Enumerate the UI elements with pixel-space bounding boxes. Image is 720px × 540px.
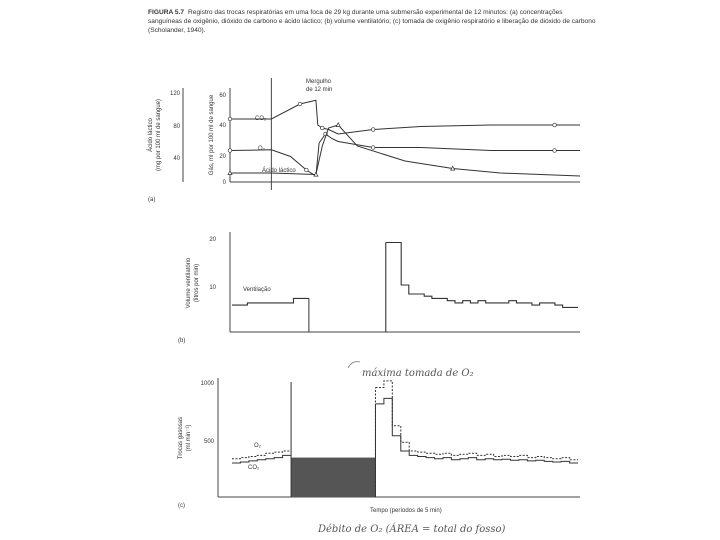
exchange-axis-title: [178, 417, 192, 459]
figure-label: FIGURA 5.7: [148, 9, 185, 16]
caption-text: Registro das trocas respiratórias em uma foca de 29 kg durante uma submersão experimental de 12 minutos: (a) concentrações sanguíneas de oxigênio, dióxido de carbono e ácido láctico; (b) volume ventilatório; (c) tomada de oxigênio respiratório e liberação de dióxido de carbono (Scholander, 1940).: [148, 9, 596, 34]
annotation-max-uptake: máxima tomada de O₂: [362, 368, 474, 379]
panel-a-label: (a): [148, 197, 156, 203]
ventilation-title-line1: Volume ventilatório: [186, 257, 192, 309]
data-point: [553, 149, 557, 153]
time-axis-title: Tempo (períodos de 5 min): [370, 508, 442, 514]
data-point: [336, 123, 340, 127]
panel-c: [178, 378, 580, 514]
exchange-tick: 1000: [200, 381, 214, 387]
oxygen-debt-block: [291, 458, 375, 497]
exchange-line-1: [232, 398, 578, 463]
exchange-title-line2: (ml min⁻¹): [186, 424, 192, 452]
data-point: [298, 102, 302, 106]
gas-tick: 20: [219, 154, 226, 160]
series-line-0: [230, 100, 580, 134]
series-label-lactic: Ácido láctico: [262, 168, 296, 174]
series-label-co2-release: CO₂: [248, 465, 260, 471]
gas-axis-title: [209, 94, 215, 175]
lactic-title-line2: (mg por 100 ml de sangue): [156, 98, 162, 172]
lactic-axis-title: [147, 99, 162, 171]
dive-label-line2: de 12 min: [306, 87, 333, 93]
lactic-tick: 40: [173, 156, 180, 162]
series-label-o2-uptake: O₂: [254, 443, 261, 449]
ventilation-line: [232, 243, 578, 308]
series-label-ventilation: Ventilação: [243, 287, 271, 293]
lactic-tick: 80: [173, 124, 180, 130]
panel-b: [178, 232, 580, 344]
ventilation-tick: 10: [209, 285, 216, 291]
exchange-line-0: [232, 381, 578, 460]
panel-a-series: [228, 100, 580, 176]
series-label-o2: O₂: [258, 146, 265, 152]
panel-b-series: [232, 242, 578, 332]
gas-tick: 60: [219, 93, 226, 99]
gas-tick: 0: [222, 180, 226, 186]
gas-tick: 40: [219, 123, 226, 129]
data-point: [228, 149, 232, 153]
series-label-co2: CO₂: [255, 116, 267, 122]
ventilation-tick: 20: [209, 237, 216, 243]
dive-label-line1: Mergulho: [306, 79, 332, 85]
exchange-tick: 500: [203, 439, 214, 445]
data-point: [553, 123, 557, 127]
panel-a: [147, 78, 580, 203]
exchange-title-line1: Trocas gasosas: [178, 416, 184, 460]
data-point: [371, 128, 375, 132]
panel-b-label: (b): [178, 338, 186, 344]
panel-c-series: [232, 381, 578, 497]
lactic-title-line1: Ácido láctico: [148, 118, 154, 152]
data-point: [320, 126, 324, 130]
ventilation-axis-title: [186, 257, 200, 308]
data-point: [371, 146, 375, 150]
annotation-arrow: [348, 362, 360, 368]
ventilation-title-line2: (litros por min): [194, 263, 200, 303]
gas-title: Gás, ml por 100 ml de sangue: [209, 94, 215, 176]
data-point: [228, 117, 232, 121]
annotation-oxygen-debt: Débito de O₂ (ÁREA = total do fosso): [318, 524, 506, 535]
lactic-tick: 120: [169, 91, 180, 97]
panel-c-label: (c): [178, 503, 185, 509]
data-point: [305, 168, 309, 172]
